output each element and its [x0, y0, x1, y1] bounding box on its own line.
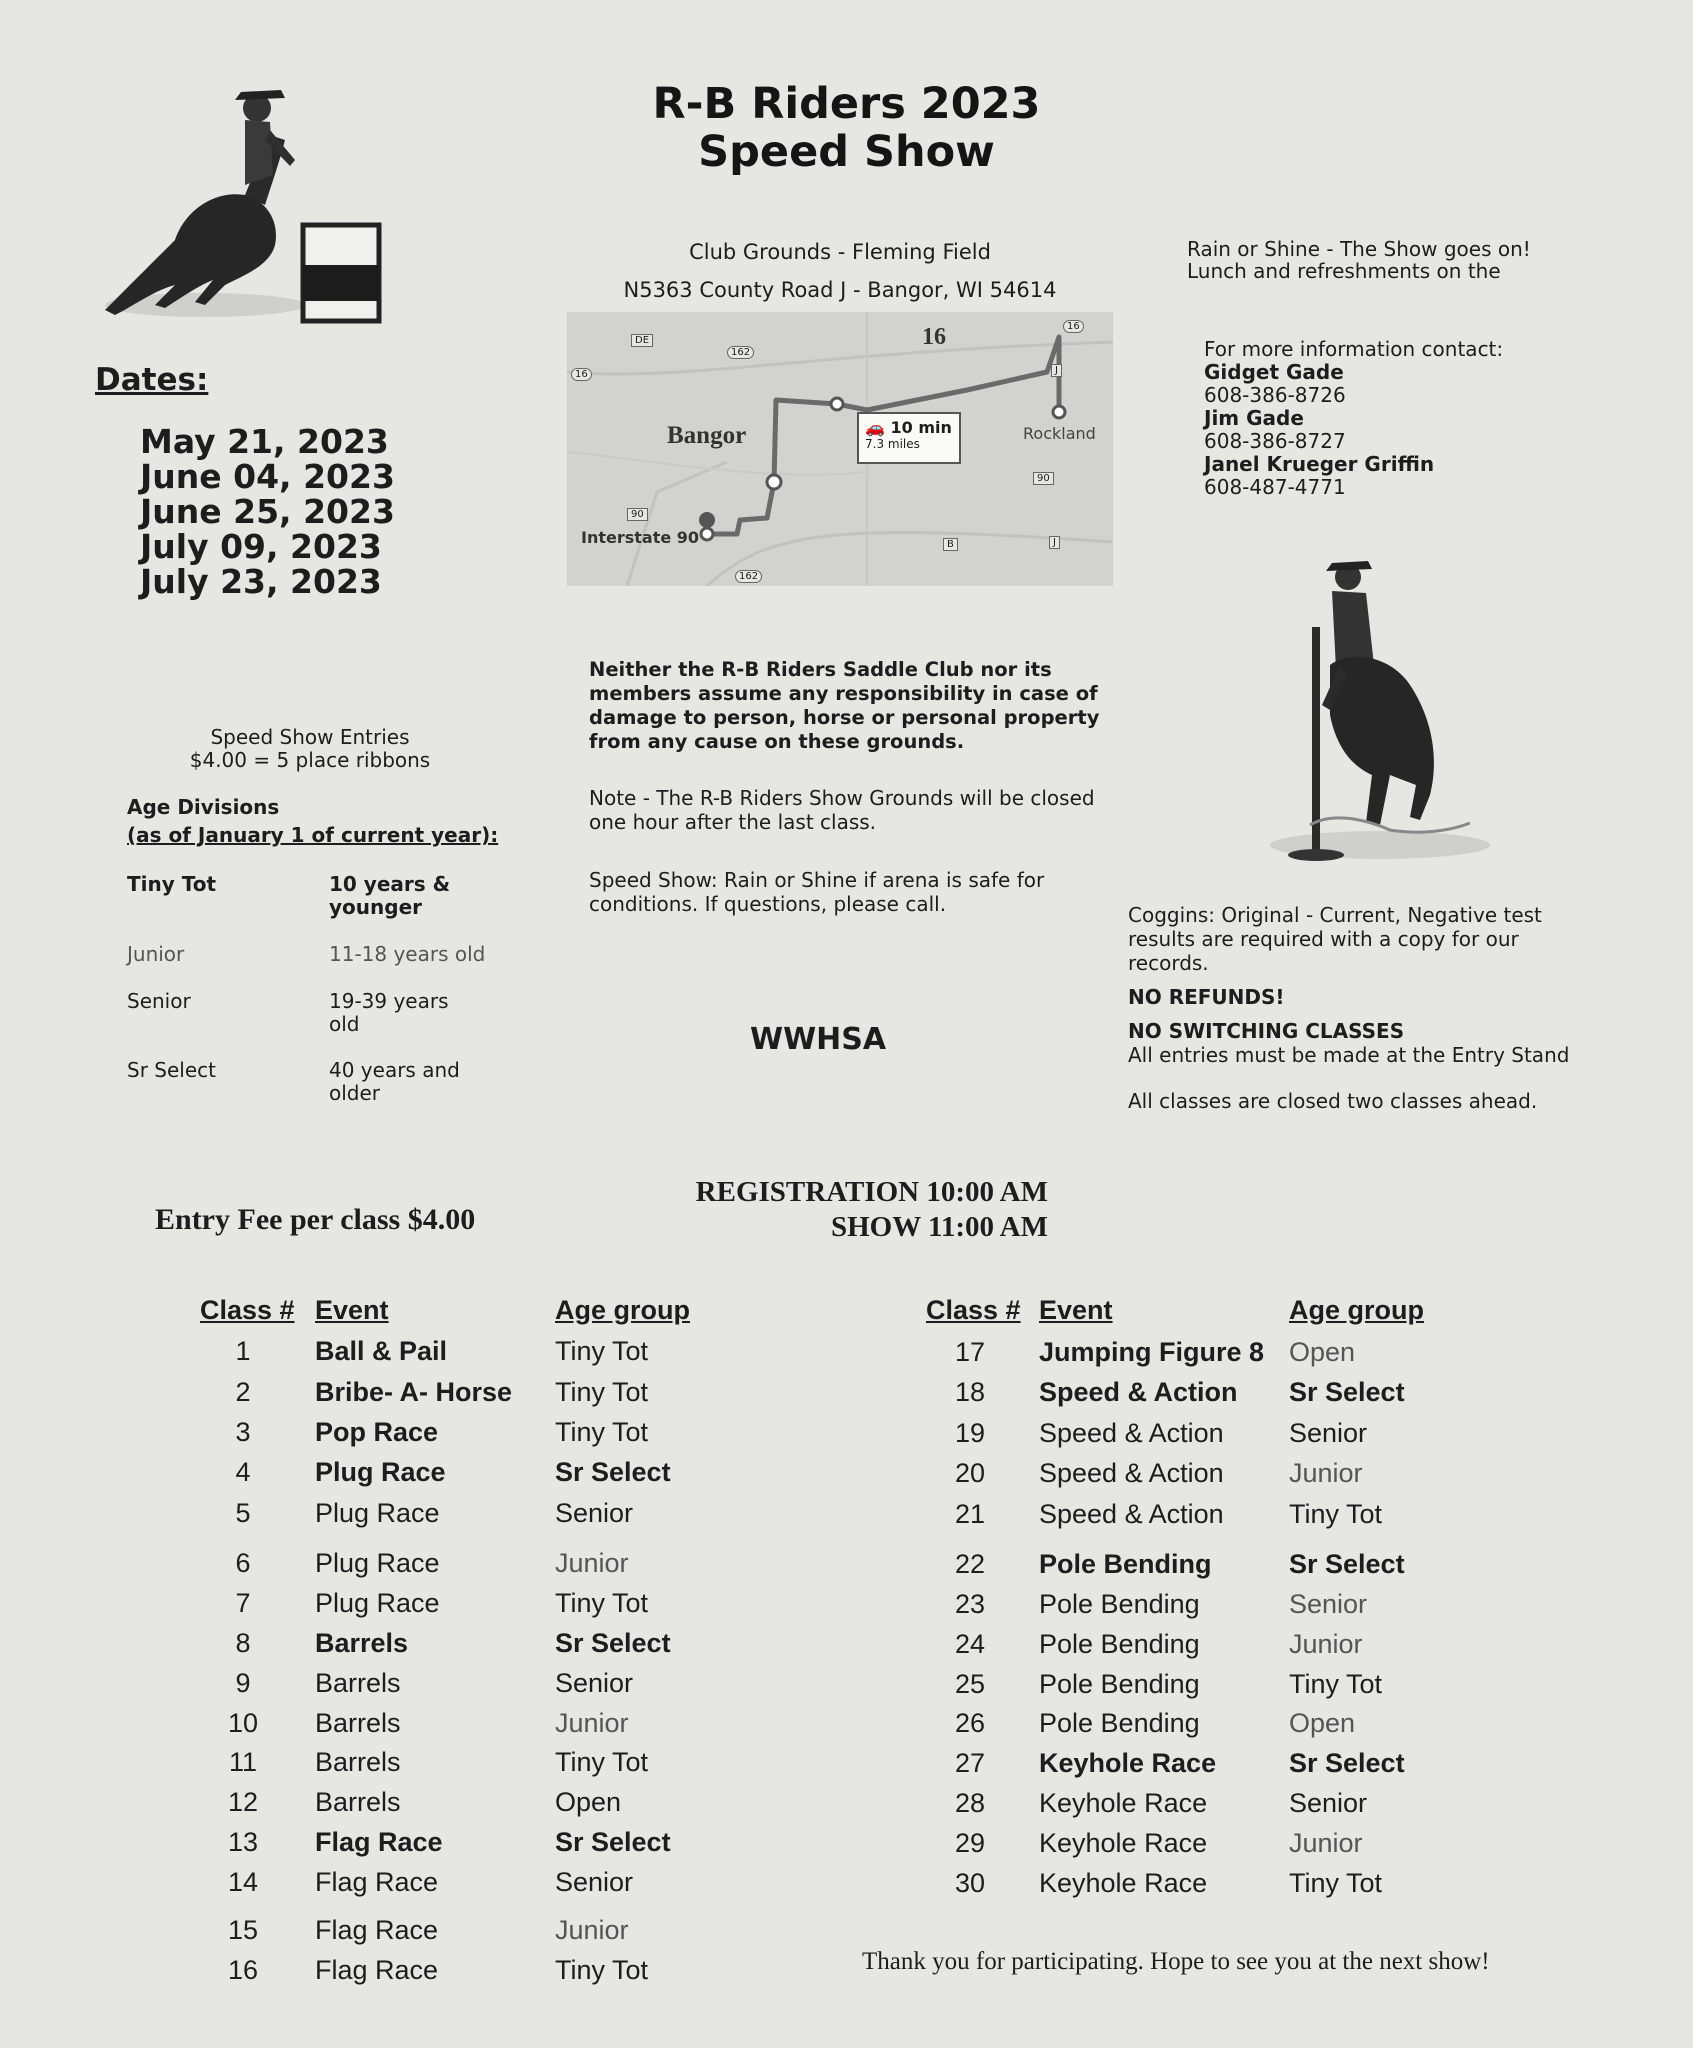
rain-note-line-1: Rain or Shine - The Show goes on! [1187, 237, 1531, 261]
registration-time: REGISTRATION 10:00 AM [695, 1176, 1048, 1208]
age-divisions-subtitle: (as of January 1 of current year): [127, 823, 499, 847]
class-event: Speed & Action [1039, 1377, 1238, 1407]
class-number: 10 [227, 1708, 259, 1738]
class-age-group: Tiny Tot [1289, 1669, 1383, 1699]
contact-heading: For more information contact: [1204, 337, 1504, 361]
class-event: Pole Bending [1039, 1549, 1212, 1579]
class-age-group: Junior [555, 1915, 629, 1945]
header-class-num: Class # [926, 1295, 1021, 1325]
route-shield: J [1049, 536, 1060, 549]
class-number: 27 [954, 1748, 986, 1778]
class-age-group: Tiny Tot [555, 1588, 649, 1618]
date-item: July 09, 2023 [140, 527, 382, 566]
class-number: 19 [954, 1418, 986, 1448]
class-number: 22 [954, 1549, 986, 1579]
age-division-name: Junior [127, 942, 185, 966]
contact-name: Janel Krueger Griffin [1204, 452, 1435, 476]
class-number: 7 [235, 1588, 251, 1618]
date-item: July 23, 2023 [140, 562, 382, 601]
class-event: Speed & Action [1039, 1418, 1224, 1448]
class-age-group: Senior [1289, 1788, 1368, 1818]
class-age-group: Tiny Tot [555, 1377, 649, 1407]
entry-fee: Entry Fee per class $4.00 [155, 1203, 476, 1236]
class-age-group: Senior [1289, 1418, 1368, 1448]
header-class-num: Class # [200, 1295, 295, 1325]
class-number: 3 [235, 1417, 251, 1447]
entries-info [150, 726, 470, 772]
class-number: 18 [954, 1377, 986, 1407]
class-age-group: Sr Select [555, 1628, 671, 1658]
class-number: 24 [954, 1629, 986, 1659]
contact-info [1204, 338, 1544, 499]
route-callout [857, 412, 961, 464]
class-number: 28 [954, 1788, 986, 1818]
contact-phone: 608-487-4771 [1204, 475, 1346, 499]
directions-map [567, 312, 1113, 586]
class-number: 14 [227, 1867, 259, 1897]
header-age-group: Age group [555, 1295, 690, 1325]
class-age-group: Junior [1289, 1458, 1363, 1488]
class-number: 11 [228, 1747, 258, 1777]
class-number: 26 [954, 1708, 986, 1738]
route-shield: 162 [735, 570, 762, 583]
class-age-group: Senior [555, 1498, 634, 1528]
age-division-name: Tiny Tot [127, 872, 217, 896]
title-line-1: R-B Riders 2023 [652, 79, 1041, 129]
class-number: 15 [227, 1915, 259, 1945]
date-item: June 25, 2023 [140, 492, 395, 531]
map-label-road-16: 16 [922, 324, 946, 350]
entries-line-1: Speed Show Entries [210, 725, 410, 749]
class-number: 8 [235, 1628, 251, 1658]
age-division-name: Senior [127, 989, 191, 1013]
class-age-group: Junior [555, 1708, 629, 1738]
class-number: 12 [227, 1787, 259, 1817]
association-label: WWHSA [750, 1022, 887, 1057]
date-item: June 04, 2023 [140, 457, 395, 496]
class-age-group: Sr Select [1289, 1377, 1405, 1407]
header-age-group: Age group [1289, 1295, 1424, 1325]
class-event: Plug Race [315, 1548, 440, 1578]
route-shield: B [943, 538, 958, 551]
class-event: Pole Bending [1039, 1589, 1200, 1619]
class-event: Flag Race [315, 1915, 439, 1945]
class-number: 5 [235, 1498, 251, 1528]
class-number: 9 [235, 1668, 251, 1698]
route-shield: 16 [571, 368, 592, 381]
class-event: Flag Race [315, 1827, 443, 1857]
route-shield: DE [631, 334, 653, 347]
class-event: Plug Race [315, 1457, 446, 1487]
age-division-desc: 40 years and older [329, 1058, 460, 1105]
class-age-group: Senior [555, 1668, 634, 1698]
title-line-2: Speed Show [698, 127, 995, 177]
class-age-group: Sr Select [555, 1457, 671, 1487]
class-number: 25 [954, 1669, 986, 1699]
car-icon: 🚗 [865, 418, 885, 437]
class-number: 6 [235, 1548, 251, 1578]
barrel-racer-illustration [95, 80, 385, 330]
class-event: Speed & Action [1039, 1458, 1224, 1488]
class-number: 30 [954, 1868, 986, 1898]
registration-times [628, 1175, 1048, 1245]
class-age-group: Open [555, 1787, 622, 1817]
class-event: Pole Bending [1039, 1708, 1200, 1738]
class-event: Ball & Pail [315, 1336, 448, 1366]
class-event: Keyhole Race [1039, 1748, 1217, 1778]
class-number: 4 [235, 1457, 251, 1487]
class-event: Barrels [315, 1628, 409, 1658]
class-event: Pole Bending [1039, 1629, 1200, 1659]
class-number: 20 [954, 1458, 986, 1488]
interstate-shield: 90 [627, 508, 648, 521]
class-event: Keyhole Race [1039, 1868, 1208, 1898]
class-number: 13 [227, 1827, 259, 1857]
class-event: Flag Race [315, 1867, 439, 1897]
class-event: Flag Race [315, 1955, 439, 1985]
pole-bender-illustration [1270, 555, 1500, 870]
show-rules [1128, 903, 1588, 1113]
no-switching: NO SWITCHING CLASSES [1128, 1019, 1405, 1043]
class-event: Speed & Action [1039, 1499, 1224, 1529]
class-age-group: Junior [1289, 1629, 1363, 1659]
class-event: Barrels [315, 1747, 401, 1777]
class-age-group: Sr Select [1289, 1748, 1405, 1778]
class-event: Barrels [315, 1668, 401, 1698]
class-age-group: Open [1289, 1708, 1356, 1738]
class-event: Plug Race [315, 1588, 440, 1618]
age-division-desc: 11-18 years old [329, 942, 486, 966]
route-shield: J [1051, 364, 1062, 377]
class-event: Keyhole Race [1039, 1788, 1208, 1818]
class-age-group: Tiny Tot [555, 1955, 649, 1985]
route-shield: 16 [1063, 320, 1084, 333]
class-number: 16 [227, 1955, 259, 1985]
coggins-rule: Coggins: Original - Current, Negative test results are required with a copy for our records. [1128, 903, 1542, 975]
age-divisions-heading [127, 793, 498, 849]
age-divisions-title: Age Divisions [127, 795, 280, 819]
class-age-group: Tiny Tot [555, 1417, 649, 1447]
entries-line-2: $4.00 = 5 place ribbons [189, 748, 431, 772]
route-shield: 162 [727, 346, 754, 359]
class-number: 17 [954, 1337, 986, 1367]
class-age-group: Tiny Tot [1289, 1868, 1383, 1898]
show-time: SHOW 11:00 AM [831, 1211, 1048, 1243]
class-event: Bribe- A- Horse [315, 1377, 513, 1407]
class-number: 21 [954, 1499, 986, 1529]
map-label-rockland: Rockland [1023, 424, 1096, 443]
dates-heading: Dates: [95, 362, 209, 398]
thank-you-note: Thank you for participating. Hope to see you at the next show! [862, 1948, 1490, 1975]
contact-phone: 608-386-8726 [1204, 383, 1346, 407]
location-line-2: N5363 County Road J - Bangor, WI 54614 [623, 278, 1057, 302]
class-event: Barrels [315, 1708, 401, 1738]
class-age-group: Tiny Tot [1289, 1499, 1383, 1529]
no-refunds: NO REFUNDS! [1128, 985, 1285, 1009]
location [567, 233, 1113, 309]
class-event: Jumping Figure 8 [1039, 1337, 1265, 1367]
header-event: Event [1039, 1295, 1113, 1325]
class-age-group: Junior [1289, 1828, 1363, 1858]
map-label-interstate: Interstate 90 [581, 528, 700, 547]
class-age-group: Senior [555, 1867, 634, 1897]
speed-show-note: Speed Show: Rain or Shine if arena is safe for conditions. If questions, please call. [589, 868, 1045, 916]
class-age-group: Senior [1289, 1589, 1368, 1619]
class-number: 2 [235, 1377, 251, 1407]
rain-note [1187, 238, 1547, 282]
class-number: 23 [954, 1589, 986, 1619]
class-age-group: Sr Select [555, 1827, 671, 1857]
class-age-group: Junior [555, 1548, 629, 1578]
class-event: Plug Race [315, 1498, 440, 1528]
class-event: Pop Race [315, 1417, 439, 1447]
route-time: 🚗 10 min [865, 418, 952, 437]
entry-stand-rule: All entries must be made at the Entry Stand [1128, 1043, 1570, 1067]
header-event: Event [315, 1295, 389, 1325]
classes-closed-rule: All classes are closed two classes ahead. [1128, 1089, 1538, 1113]
contact-phone: 608-386-8727 [1204, 429, 1346, 453]
class-age-group: Open [1289, 1337, 1356, 1367]
location-line-1: Club Grounds - Fleming Field [689, 240, 991, 264]
dates-list [140, 422, 395, 601]
contact-name: Gidget Gade [1204, 360, 1344, 384]
class-event: Keyhole Race [1039, 1828, 1208, 1858]
map-label-bangor: Bangor [667, 422, 747, 449]
age-division-desc: 19-39 years old [329, 989, 449, 1036]
age-division-desc: 10 years & younger [329, 872, 451, 919]
liability-disclaimer: Neither the R-B Riders Saddle Club nor its members assume any responsibility in case of damage to person, horse or personal property from any cause on these grounds. [589, 658, 1100, 753]
grounds-note: Note - The R-B Riders Show Grounds will be closed one hour after the last class. [589, 786, 1095, 834]
interstate-shield: 90 [1033, 472, 1054, 485]
class-number: 29 [954, 1828, 986, 1858]
class-age-group: Tiny Tot [555, 1747, 649, 1777]
route-distance: 7.3 miles [865, 437, 920, 451]
class-event: Barrels [315, 1787, 401, 1817]
class-number: 1 [235, 1336, 251, 1366]
class-age-group: Tiny Tot [555, 1336, 649, 1366]
rain-note-line-2: Lunch and refreshments on the [1187, 259, 1501, 283]
contact-name: Jim Gade [1204, 406, 1304, 430]
class-age-group: Sr Select [1289, 1549, 1405, 1579]
date-item: May 21, 2023 [140, 422, 389, 461]
class-event: Pole Bending [1039, 1669, 1200, 1699]
age-division-name: Sr Select [127, 1058, 216, 1082]
